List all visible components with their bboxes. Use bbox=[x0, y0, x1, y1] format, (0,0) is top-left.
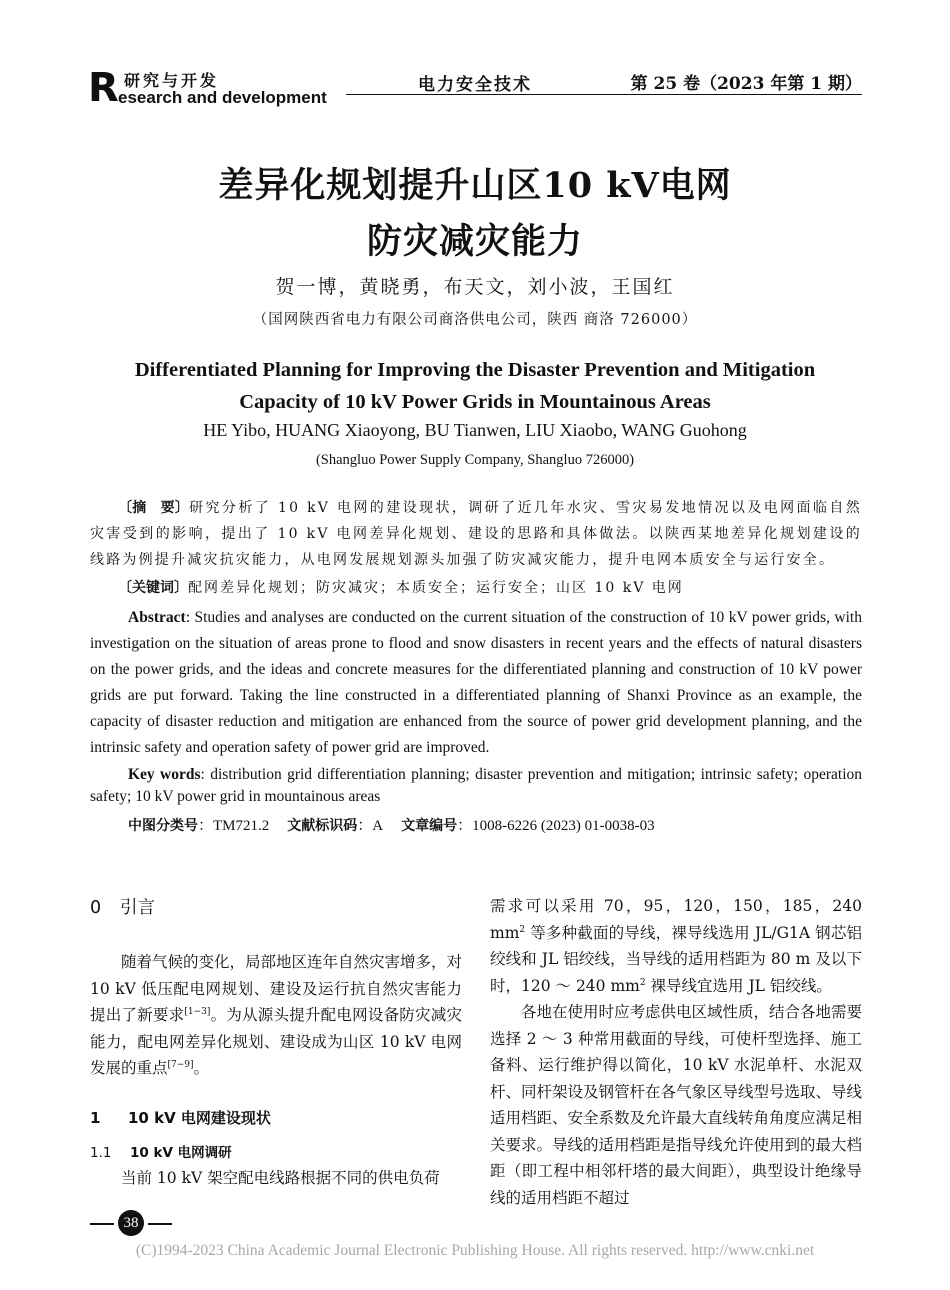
authors-cn: 贺一博，黄晓勇，布天文，刘小波，王国红 bbox=[275, 276, 675, 298]
title-en-line2: Capacity of 10 kV Power Grids in Mountainous Areas bbox=[239, 391, 711, 413]
section-label-cn: 研究与开发 bbox=[124, 71, 220, 90]
subsection-heading-1-1 bbox=[90, 1141, 462, 1165]
abstract-en-label: Abstract bbox=[128, 609, 186, 626]
keywords-cn-text: 配网差异化规划；防灾减灾；本质安全；运行安全；山区 10 kV 电网 bbox=[188, 580, 684, 596]
section-title: 引言 bbox=[120, 898, 155, 918]
abstract-cn-label: 〔摘 要〕 bbox=[118, 500, 190, 516]
abstract-en bbox=[90, 605, 862, 761]
issue-info: 第 25 卷（2023 年第 1 期） bbox=[630, 74, 862, 94]
doc-code-value: ：A bbox=[357, 818, 384, 834]
citation-ref: [7−9] bbox=[167, 1060, 194, 1070]
page-number-badge bbox=[90, 1210, 210, 1238]
page-number: 38 bbox=[118, 1210, 144, 1236]
affiliation-en: (Shangluo Power Supply Company, Shangluo 726000) bbox=[315, 452, 635, 468]
body-text: 等多种截面的导线，裸导线选用 JL/G1A 钢芯铝绞线和 JL 铝绞线，当导线的适用档距为 80 m 及以下时，120 ～ 240 mm bbox=[490, 923, 862, 995]
authors-en: HE Yibo, HUANG Xiaoyong, BU Tianwen, LIU Xiaobo, WANG Guohong bbox=[203, 420, 747, 440]
body-column-right bbox=[490, 893, 862, 1211]
intro-paragraph bbox=[90, 949, 462, 1082]
section-number: 0 bbox=[90, 898, 102, 918]
classification-line bbox=[90, 814, 862, 838]
body-text: 需求可以采用 70，95，120，150，185，240 mm bbox=[490, 897, 862, 942]
keywords-en-label: Key words bbox=[128, 766, 201, 783]
section-label-en: esearch and development bbox=[118, 88, 327, 107]
subsection-title: 10 kV 电网调研 bbox=[130, 1144, 232, 1161]
section-heading-0 bbox=[90, 893, 462, 923]
running-header bbox=[88, 66, 862, 110]
copyright-watermark: (C)1994-2023 China Academic Journal Electronic Publishing House. All rights reserved. http://www.cnki.net bbox=[135, 1242, 815, 1259]
doc-code-label: 文献标识码 bbox=[287, 818, 358, 834]
keywords-en-text: : distribution grid differentiation planning; disaster prevention and mitigation; intrinsic safety; operation safety; 10 kV power grid in mountainous areas bbox=[90, 766, 863, 805]
journal-logo-letter: R bbox=[88, 65, 119, 111]
abstract-en-text: : Studies and analyses are conducted on the current situation of the construction of 10 kV power grids, with investigation on the situation of areas prone to flood and snow disasters in recent years and the effects of natural disasters on the power grids, and the ideas and concrete measures for the differentiated planning and construction of 10 kV power grids are put forward. Taking the line constructed in a differentiated planning of Shanxi Province as an example, the capacity of disaster reduction and mitigation are enhanced from the source of power grid development planning, and the intrinsic safety and operation safety of power grid are improved. bbox=[90, 609, 862, 756]
intro-text-3: 。 bbox=[193, 1059, 210, 1077]
superscript: 2 bbox=[519, 924, 526, 935]
intro-text-1: 随着气候的变化，局部地区连年自然灾害增多，对 10 kV 低压配电网规划、建设及运行抗自然灾害能力提出了新要求 bbox=[90, 953, 463, 1024]
section-heading-1 bbox=[90, 1105, 462, 1131]
intro-text-2: 。为从源头提升配电网设备防灾减灾能力，配电网差异化规划、建设成为山区 10 kV 电网发展的重点 bbox=[90, 1006, 462, 1077]
article-number-value: ：1008-6226 (2023) 01-0038-03 bbox=[457, 818, 655, 834]
section-title: 10 kV 电网建设现状 bbox=[128, 1108, 271, 1127]
title-cn-line2: 防灾减灾能力 bbox=[366, 221, 583, 262]
abstract-cn bbox=[90, 495, 862, 573]
keywords-en bbox=[90, 764, 862, 808]
subsection-number: 1.1 bbox=[90, 1144, 112, 1161]
body-paragraph: 各地在使用时应考虑供电区域性质，结合各地需要选择 2 ～ 3 种常用截面的导线，可使杆型选择、施工备料、运行维护得以简化，10 kV 水泥单杆、水泥双杆、同杆架设及钢管杆在各气象区导线型号选取、导线适用档距、安全系数及允许最大直线转角角度应满足相关要求。导线的适用档距是指导线允许使用到的最大档距（即工程中相邻杆塔的最大间距），典型设计绝缘导线的适用档距不超过 bbox=[490, 1003, 863, 1207]
article-number-label: 文章编号 bbox=[401, 818, 458, 834]
journal-name: 电力安全技术 bbox=[418, 75, 532, 95]
keywords-cn bbox=[90, 575, 862, 601]
citation-ref: [1−3] bbox=[184, 1007, 211, 1017]
body-paragraph: 当前 10 kV 架空配电线路根据不同的供电负荷 bbox=[121, 1168, 440, 1187]
page-number-dash bbox=[90, 1223, 114, 1225]
clc-label: 中图分类号 bbox=[128, 818, 198, 834]
body-column-left bbox=[90, 893, 462, 1191]
abstract-cn-text: 研究分析了 10 kV 电网的建设现状，调研了近几年水灾、雪灾易发地情况以及电网面临自然灾害受到的影响，提出了 10 kV 电网差异化规划、建设的思路和具体做法。以陕西某地差异化规划建设的线路为例提升减灾抗灾能力，从电网发展规划源头加强了防灾减灾能力，提升电网本质安全与运行安全。 bbox=[90, 500, 862, 568]
affiliation-cn: （国网陕西省电力有限公司商洛供电公司，陕西 商洛 726000） bbox=[252, 312, 698, 328]
keywords-cn-label: 〔关键词〕 bbox=[118, 580, 188, 596]
body-paragraph bbox=[490, 893, 862, 999]
title-en-line1: Differentiated Planning for Improving the Disaster Prevention and Mitigation bbox=[134, 359, 816, 381]
title-cn-line1: 差异化规划提升山区10 kV电网 bbox=[218, 165, 732, 206]
body-text: 裸导线宜选用 JL 铝绞线。 bbox=[645, 976, 832, 995]
abstract-block bbox=[90, 495, 862, 838]
section-number: 1 bbox=[90, 1108, 101, 1127]
page-number-dash bbox=[148, 1223, 172, 1225]
clc-value: ：TM721.2 bbox=[198, 818, 270, 834]
superscript: 2 bbox=[639, 977, 646, 988]
